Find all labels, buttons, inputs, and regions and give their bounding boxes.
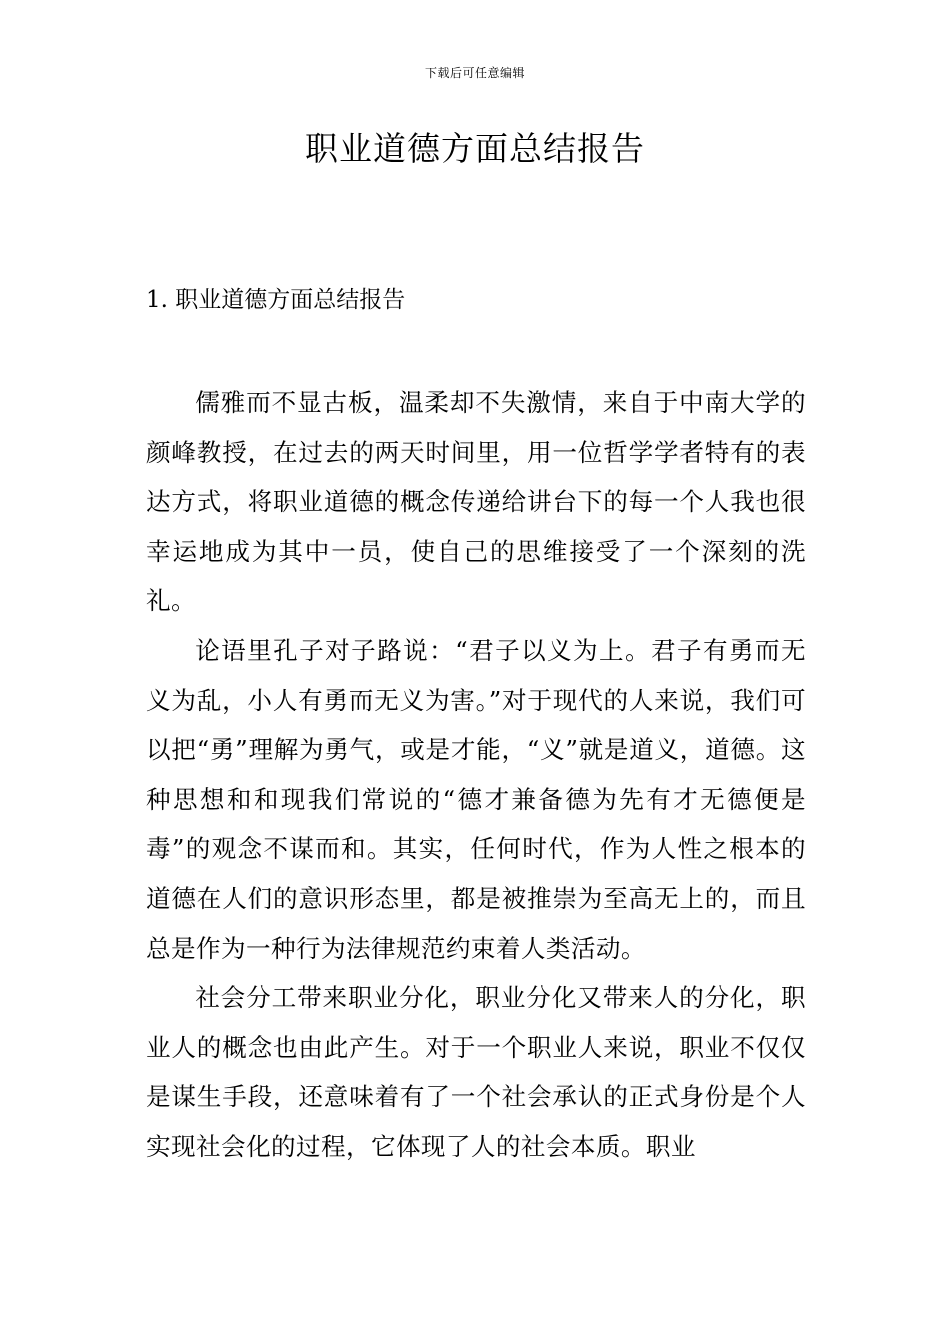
- paragraph-1: 儒雅而不显古板，温柔却不失激情，来自于中南大学的颜峰教授，在过去的两天时间里，用一位哲学学者特有的表达方式，将职业道德的概念传递给讲台下的每一个人我也很幸运地成为其中一员，使自己的思维接受了一个深刻的洗礼。: [146, 388, 806, 616]
- paragraph-3: 社会分工带来职业分化，职业分化又带来人的分化，职业人的概念也由此产生。对于一个职业人来说，职业不仅仅是谋生手段，还意味着有了一个社会承认的正式身份是个人实现社会化的过程，它体现了人的社会本质。职业: [146, 983, 806, 1161]
- document-title: 职业道德方面总结报告: [305, 129, 645, 168]
- paragraph-2: 论语里孔子对子路说：“君子以义为上。君子有勇而无义为乱，小人有勇而无义为害。”对于现代的人来说，我们可以把“勇”理解为勇气，或是才能，“义”就是道义，道德。这种思想和和现我们常说的“德才兼备德为先有才无德便是毒”的观念不谋而和。其实，任何时代，作为人性之根本的道德在人们的意识形态里，都是被推崇为至高无上的，而且总是作为一种行为法律规范约束着人类活动。: [146, 635, 806, 963]
- header-note: 下载后可任意编辑: [424, 66, 525, 80]
- body-text: [146, 378, 806, 1172]
- section-heading: 1. 职业道德方面总结报告: [146, 287, 406, 313]
